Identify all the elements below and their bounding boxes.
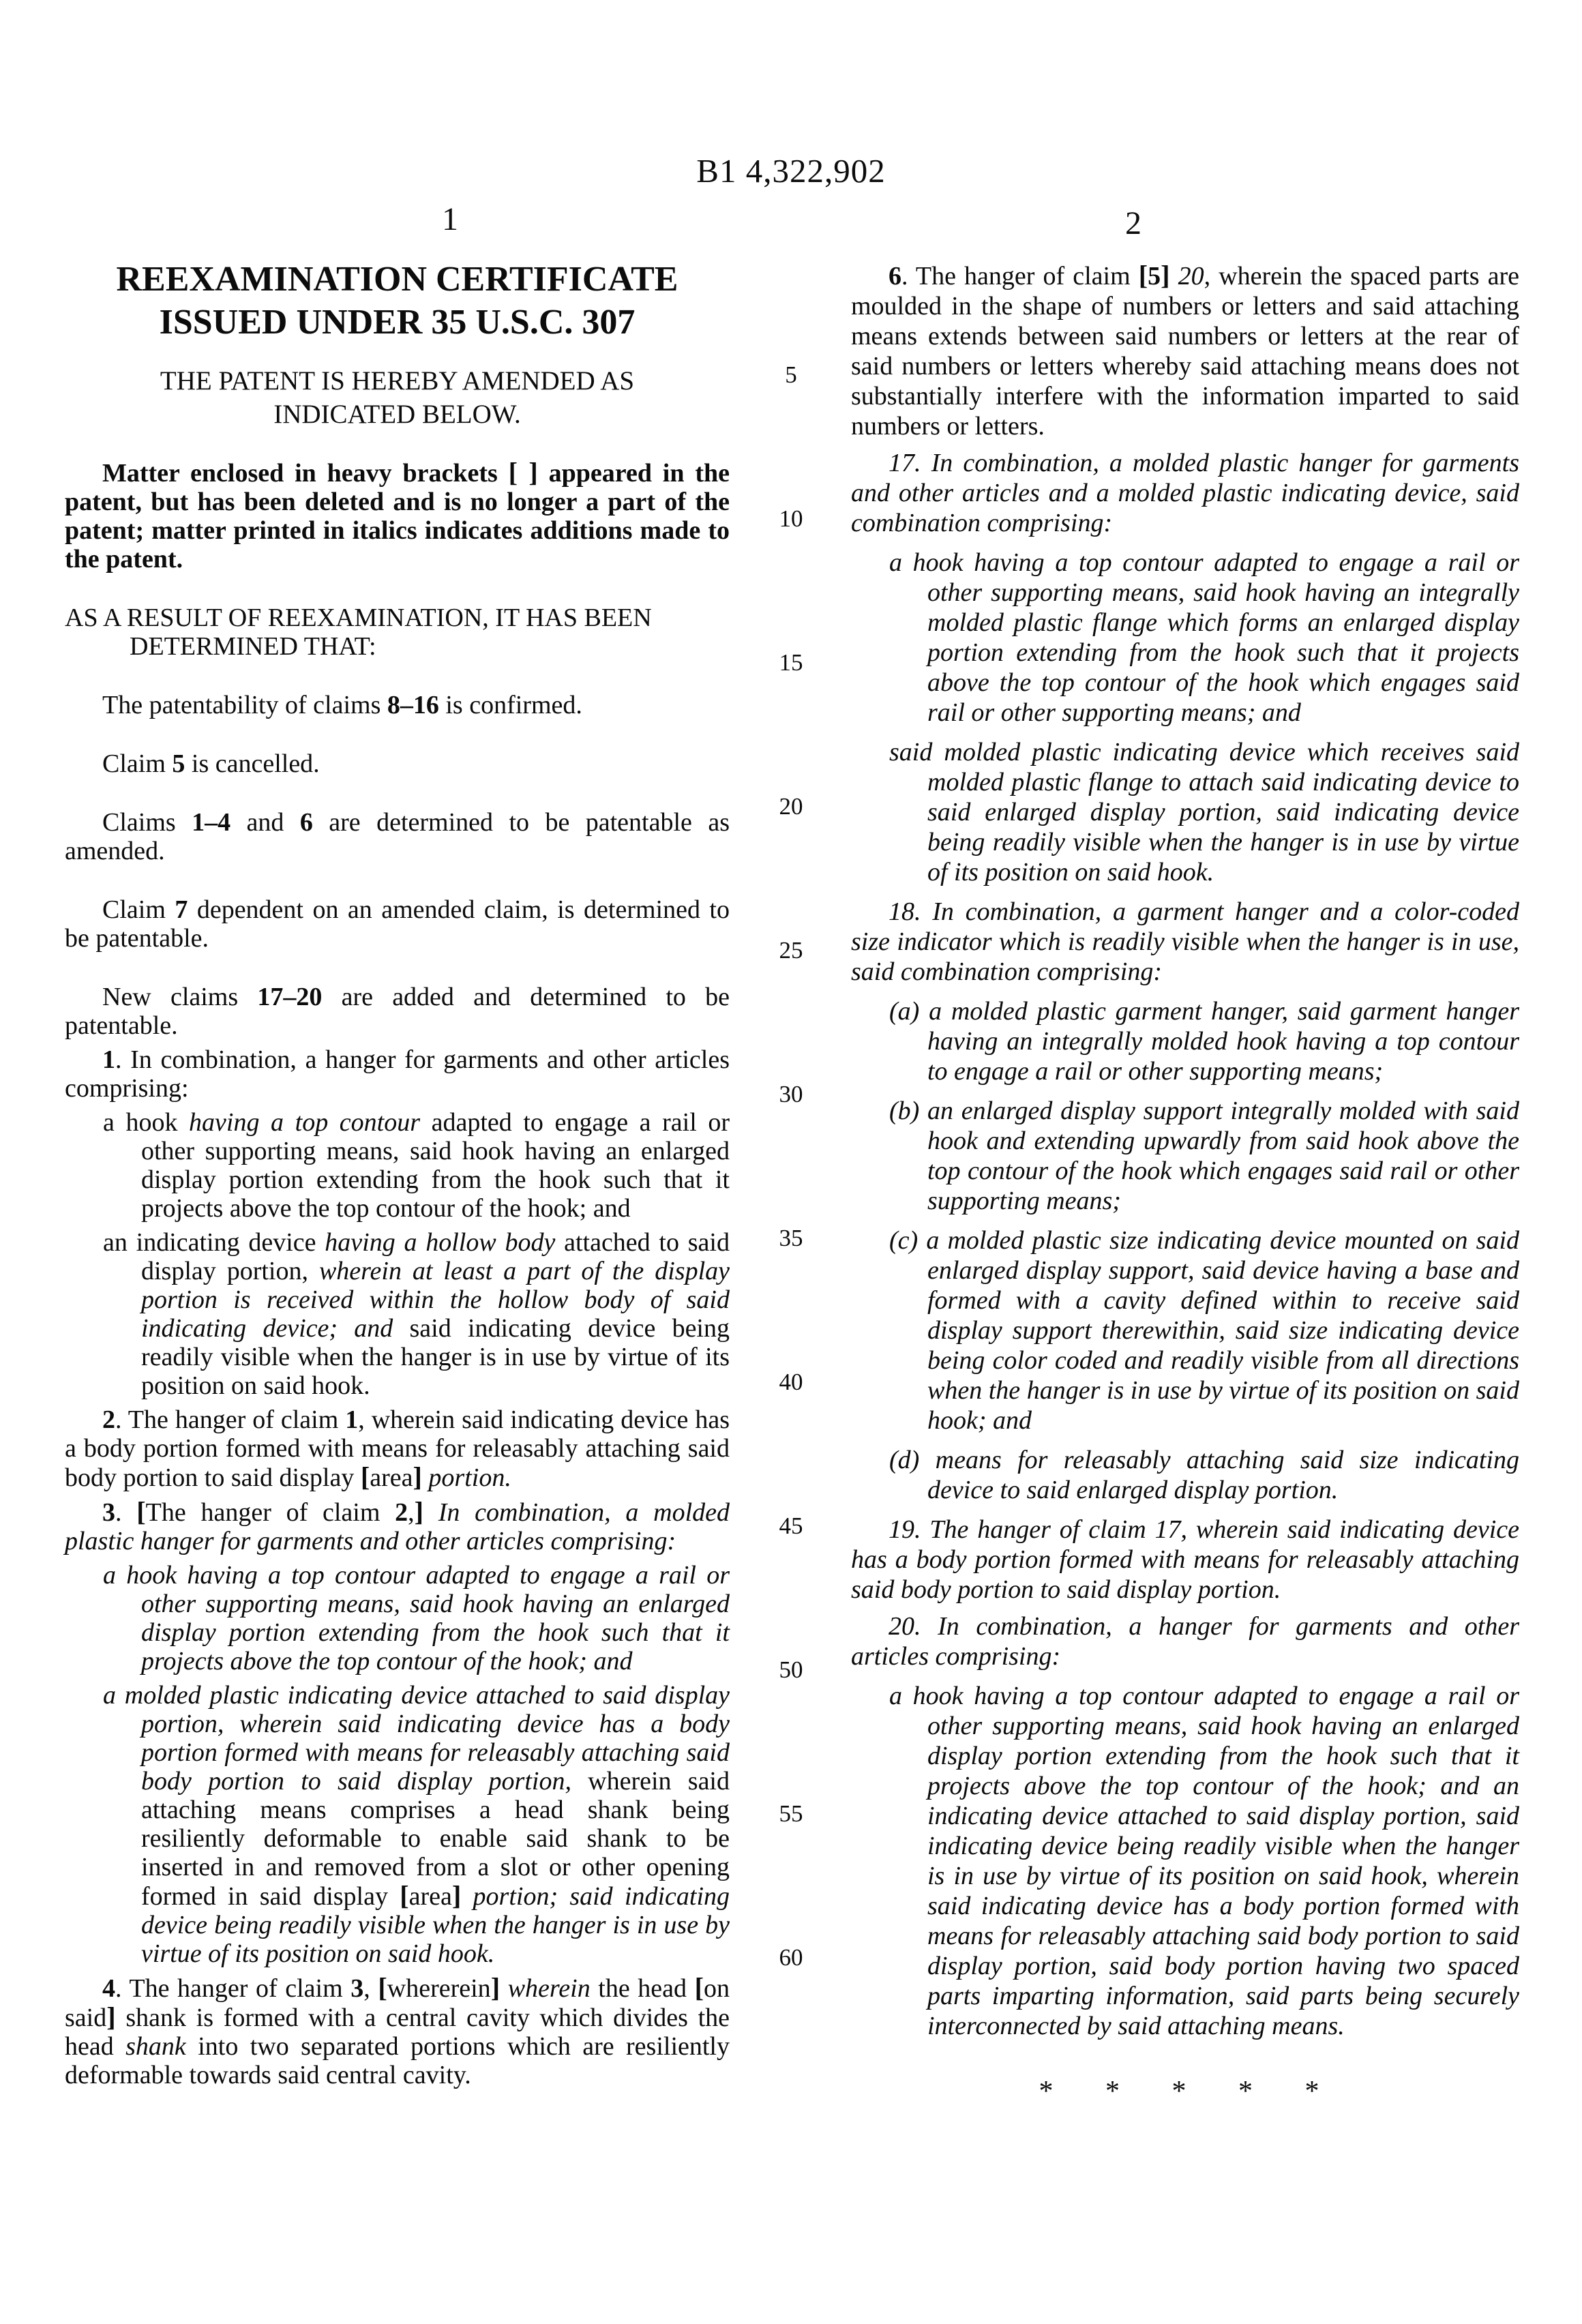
text-segment: area [370, 1463, 413, 1492]
text-segment: 1–4 [192, 808, 231, 837]
claim-3-intro [65, 1498, 730, 1555]
text-segment: 7 [175, 895, 188, 924]
text-segment: 3 [350, 1974, 364, 2003]
text-segment: ] [106, 2001, 116, 2032]
text-segment: , wherein the spaced parts are moulded in the shape of numbers or letters and said attaching means extends between said numbers or letters at the rear of said numbers or letters whereby said attaching means does not substantially interfere with the information imparted to said numbers or letters. [851, 262, 1519, 441]
text-segment: are determined to be patentable as amended. [65, 808, 730, 865]
text-segment: (d) means for releasably attaching said size indicating device to said enlarged display portion. [889, 1446, 1519, 1504]
text-segment: 20. In combination, a hanger for garments and other articles comprising: [851, 1612, 1519, 1671]
text-segment: is cancelled. [185, 749, 320, 778]
text-segment: whererein [387, 1974, 491, 2003]
line-number: 50 [779, 1656, 803, 1683]
line-number: 60 [779, 1944, 803, 1971]
certificate-title-line [65, 258, 730, 301]
text-segment: having a hollow body [325, 1228, 556, 1257]
text-segment: The hanger of claim [145, 1498, 395, 1527]
text-segment: wherein [507, 1974, 591, 2003]
claim-17-clause [851, 737, 1519, 887]
text-segment: a hook [103, 1108, 190, 1137]
text-segment: on said [65, 1974, 730, 2032]
text-segment: Claim [102, 749, 173, 778]
text-segment: 17–20 [257, 983, 323, 1011]
claim-19-paragraph [851, 1515, 1519, 1605]
text-segment: (c) a molded plastic size indicating device mounted on said enlarged display support, said device having a base and formed with a cavity defined within to receive said display support therewithin, said size indicating device being color coded and readily visible from all directions when the hanger is in use by virtue of its position on said hook; and [889, 1226, 1519, 1435]
text-segment: [ [136, 1496, 146, 1527]
determination-statement [65, 691, 730, 719]
text-segment: ISSUED UNDER 35 U.S.C. 307 [159, 303, 636, 342]
patent-number: B1 4,322,902 [696, 152, 886, 190]
line-number: 20 [779, 793, 803, 820]
text-segment: [ [360, 1461, 370, 1492]
text-segment: , wherein said indicating device has a body portion formed with means for releasably attaching said body portion to said display [65, 1405, 730, 1492]
text-segment: (b) an enlarged display support integrally molded with said hook and extending upwardly from said hook above the top contour of the hook which engages said rail or other supporting means; [889, 1097, 1519, 1215]
column-number-right: 2 [1125, 205, 1141, 241]
text-segment: ] [414, 1496, 424, 1527]
text-segment: having a top contour [189, 1108, 421, 1137]
text-segment: is confirmed. [438, 691, 582, 719]
text-segment [423, 1498, 438, 1527]
text-segment: and [230, 808, 300, 837]
claim-18-clause-b [851, 1096, 1519, 1216]
reexamination-result-heading [65, 604, 730, 661]
line-number: 55 [779, 1800, 803, 1827]
text-segment: said indicating device being readily visible when the hanger is in use by virtue of its position on said hook. [141, 1314, 730, 1400]
text-segment: REEXAMINATION CERTIFICATE [116, 260, 678, 299]
text-segment: . The hanger of claim [115, 1405, 346, 1434]
text-segment: 1 [102, 1045, 115, 1074]
line-number: 35 [779, 1225, 803, 1251]
text-segment: are added and determined to be patentable. [65, 983, 730, 1040]
column-number-left: 1 [442, 201, 458, 237]
text-segment: said molded plastic indicating device which receives said molded plastic flange to attach said indicating device to said enlarged display portion, said indicating device being readily visible when the hanger is in use by virtue of its position on said hook. [889, 738, 1519, 887]
text-segment: 4 [102, 1974, 115, 2003]
text-segment: area [408, 1882, 452, 1911]
claim-3-clause [65, 1681, 730, 1968]
amendment-subtitle [65, 364, 730, 398]
text-segment: portion; said indicating device being readily visible when the hanger is in use by virtue of its position on said hook. [141, 1882, 730, 1968]
text-segment: INDICATED BELOW. [273, 400, 521, 429]
text-segment: ] [413, 1461, 422, 1492]
claim-1-clause [65, 1108, 730, 1223]
claim-18-clause-d [851, 1445, 1519, 1505]
text-segment: attached to said display portion, [141, 1228, 730, 1285]
line-number: 40 [779, 1369, 803, 1395]
text-segment: 18. In combination, a garment hanger and a color-coded size indicator which is readily visible when the hanger is in use, said combination comprising: [851, 897, 1519, 986]
text-segment: 8–16 [387, 691, 439, 719]
text-segment: appeared in the patent, but has been deleted and is no longer a part of the patent; matter printed in italics indicates additions made to the patent. [65, 459, 730, 573]
claim-1-clause [65, 1228, 730, 1400]
text-segment: , [408, 1498, 415, 1527]
claim-18-clause-c [851, 1225, 1519, 1435]
text-segment: Claim [102, 895, 175, 924]
text-segment: a hook having a top contour adapted to engage a rail or other supporting means, said hook having an integrally molded plastic flange which forms an enlarged display portion extending from the hook such that it projects above the top contour of the hook which engages said rail or other supporting means; and [889, 548, 1519, 727]
claim-6-paragraph [851, 260, 1519, 441]
text-segment [1170, 262, 1178, 290]
line-number: 5 [785, 361, 797, 388]
text-segment: into two separated portions which are resiliently deformable towards said central cavity. [65, 2032, 730, 2089]
claim-18-clause-a [851, 996, 1519, 1086]
claim-3-clause [65, 1561, 730, 1675]
text-segment: . The hanger of claim [115, 1974, 351, 2003]
text-segment: 2 [395, 1498, 408, 1527]
determination-statement [65, 749, 730, 778]
text-segment: a hook having a top contour adapted to engage a rail or other supporting means, said hook having an enlarged display portion extending from the hook such that it projects above the top contour of the hook; and an indicating device attached to said display portion, said indicating device being readily visible when the hanger is in use by virtue of its position on said hook, wherein said indicating device has a body portion formed with means for releasably attaching said body portion to said display portion, said body portion having two spaced parts imparting information, said parts being securely interconnected by said attaching means. [889, 1682, 1519, 2040]
claim-2-paragraph [65, 1405, 730, 1492]
claim-4-paragraph [65, 1973, 730, 2089]
end-of-claims-stars [851, 2076, 1519, 2106]
text-segment: AS A RESULT OF REEXAMINATION, IT HAS BEEN DETERMINED THAT: [65, 604, 652, 661]
text-segment: , [363, 1974, 378, 2003]
text-segment: ] [490, 1972, 501, 2003]
line-number: 10 [779, 505, 803, 532]
text-segment: shank [125, 2032, 186, 2061]
claim-17-clause [851, 548, 1519, 728]
text-segment: wherein at least a part of the display portion is received within the hollow body of said indicating device; and [141, 1257, 730, 1343]
text-segment: [ ] [508, 457, 538, 488]
text-segment: THE PATENT IS HEREBY AMENDED AS [160, 366, 635, 396]
text-segment: ] [1161, 260, 1170, 290]
brackets-notice [65, 458, 730, 573]
determination-statement [65, 983, 730, 1040]
line-number: 30 [779, 1081, 803, 1107]
determination-statement [65, 895, 730, 953]
claim-18-intro [851, 897, 1519, 987]
text-segment: the head [590, 1974, 695, 2003]
text-segment: . In combination, a hanger for garments and other articles comprising: [65, 1045, 730, 1103]
left-column [65, 258, 730, 2089]
text-segment: In combination, a molded plastic hanger for garments and other articles comprising: [65, 1498, 730, 1555]
text-segment: 2 [102, 1405, 115, 1434]
text-segment: adapted to engage a rail or other supporting means, said hook having an enlarged display portion extending from the hook such that it projects above the top contour of the hook; and [141, 1108, 730, 1223]
claim-1-intro [65, 1045, 730, 1103]
text-segment: . The hanger of claim [901, 262, 1139, 290]
claim-17-intro [851, 448, 1519, 538]
line-number: 45 [779, 1513, 803, 1539]
text-segment: [ [378, 1972, 387, 2003]
text-segment: Matter enclosed in heavy brackets [102, 459, 509, 488]
text-segment: 19. The hanger of claim 17, wherein said indicating device has a body portion formed with means for releasably attaching said body portion to said display portion. [851, 1515, 1519, 1604]
text-segment: portion. [428, 1463, 511, 1492]
line-number: 15 [779, 649, 803, 676]
text-segment [461, 1882, 473, 1911]
text-segment: 20 [1178, 262, 1204, 290]
determination-statement [65, 808, 730, 865]
line-number: 25 [779, 937, 803, 964]
text-segment: an indicating device [103, 1228, 325, 1257]
text-segment: The patentability of claims [102, 691, 387, 719]
text-segment: ] [451, 1880, 462, 1911]
text-segment: 3 [102, 1498, 115, 1527]
text-segment: 5 [1148, 262, 1161, 290]
text-segment: 6 [889, 262, 901, 290]
text-segment: dependent on an amended claim, is determined to be patentable. [65, 895, 730, 953]
text-segment: [ [1138, 260, 1148, 290]
certificate-title-line [65, 301, 730, 344]
text-segment: 6 [299, 808, 313, 837]
text-segment: * * * * * [1039, 2076, 1332, 2107]
text-segment: a hook having a top contour adapted to engage a rail or other supporting means, said hook having an enlarged display portion extending from the hook such that it projects above the top contour of the hook; and [103, 1561, 730, 1675]
text-segment: New claims [102, 983, 258, 1011]
text-segment: Claims [102, 808, 192, 837]
text-segment: (a) a molded plastic garment hanger, said garment hanger having an integrally molded hook having a top contour to engage a rail or other supporting means; [889, 997, 1519, 1086]
right-column [851, 254, 1519, 2106]
text-segment: shank is formed with a central cavity which divides the head [65, 2003, 730, 2061]
text-segment [500, 1974, 508, 2003]
text-segment: 1 [345, 1405, 359, 1434]
text-segment: 5 [172, 749, 185, 778]
amendment-subtitle [65, 398, 730, 431]
text-segment: wherein said attaching means comprises a head shank being resiliently deformable to enable said shank to be inserted in and removed from a slot or other opening formed in said display [141, 1767, 730, 1911]
text-segment: . [115, 1498, 137, 1527]
claim-20-clause [851, 1681, 1519, 2041]
text-segment: 17. In combination, a molded plastic hanger for garments and other articles and a molded plastic indicating device, said combination comprising: [851, 449, 1519, 537]
text-segment: [ [694, 1972, 704, 2003]
text-segment [422, 1463, 429, 1492]
text-segment: [ [400, 1880, 409, 1911]
claim-20-intro [851, 1611, 1519, 1671]
text-segment: a molded plastic indicating device attached to said display portion, wherein said indicating device has a body portion formed with means for releasably attaching said body portion to said display portion, [103, 1681, 730, 1796]
